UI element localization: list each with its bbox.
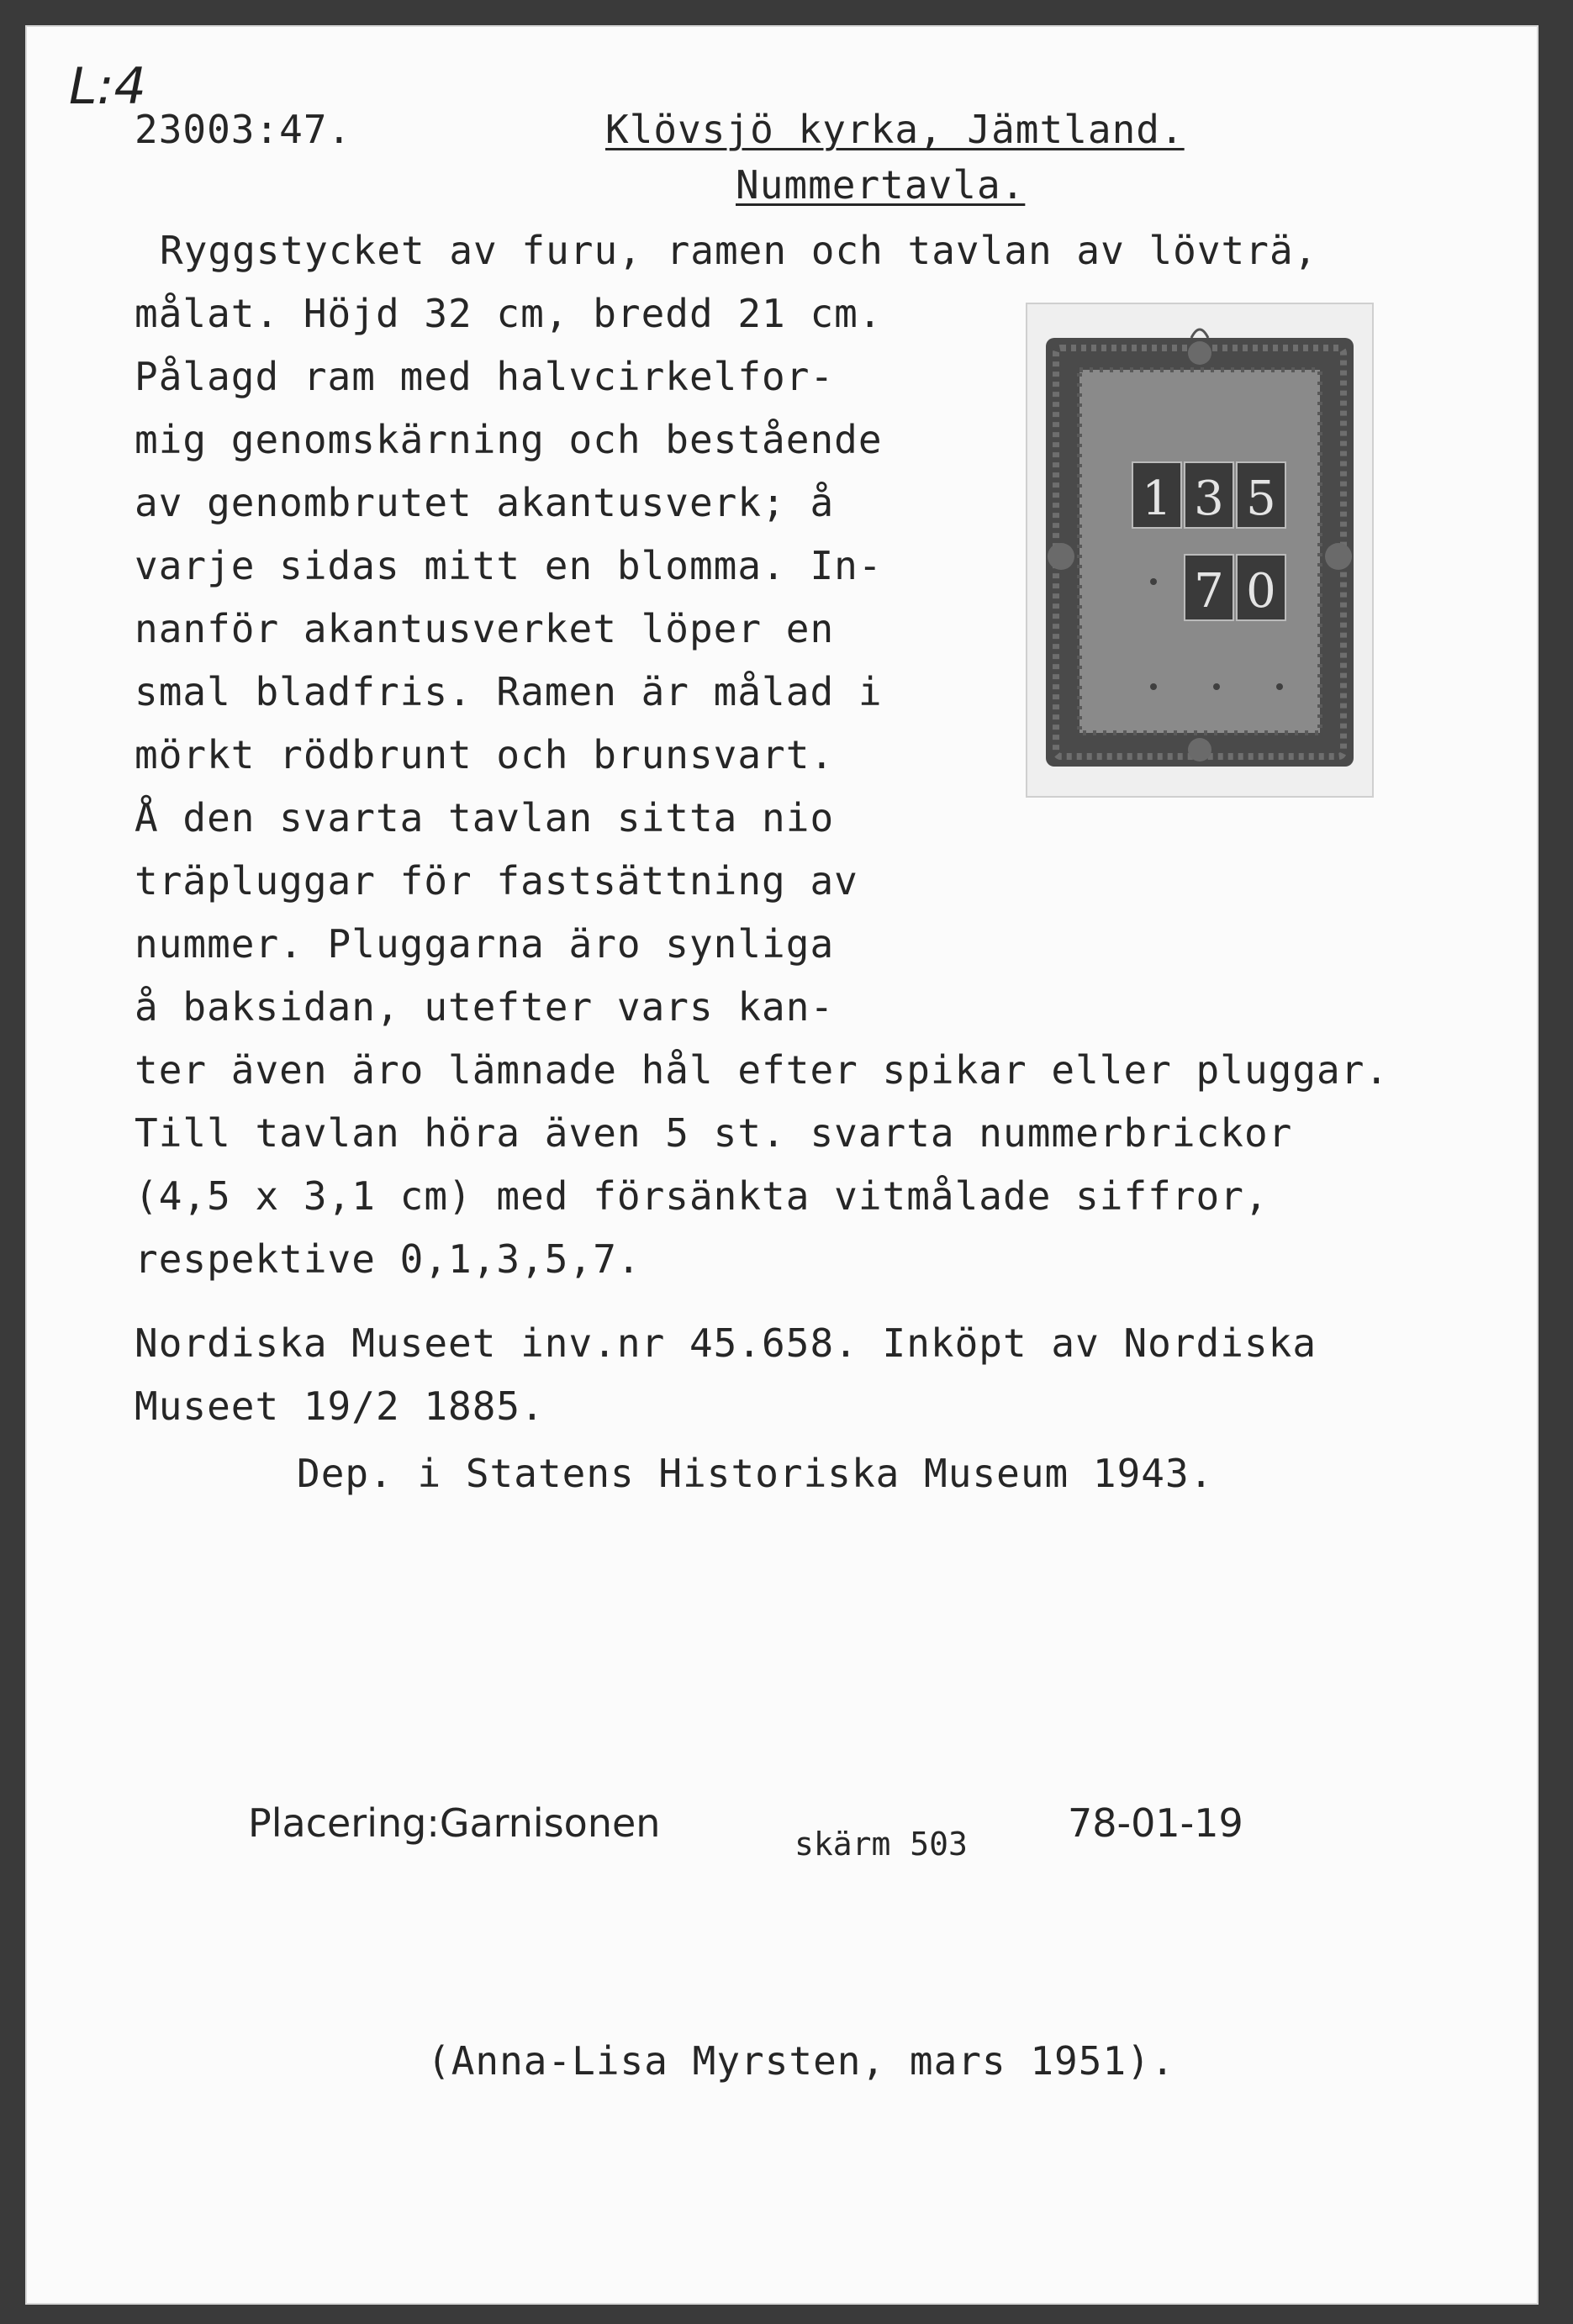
body-line: Nordiska Museet inv.nr 45.658. Inköpt av Nordiska (135, 1320, 1317, 1366)
body-line: av genombrutet akantusverk; å (135, 480, 835, 525)
board-panel (1079, 370, 1320, 733)
body-line: (4,5 x 3,1 cm) med försänkta vitmålade siffror, (135, 1173, 1269, 1219)
tile-digit: 3 (1194, 472, 1224, 526)
document-title: Klövsjö kyrka, Jämtland. (605, 107, 1185, 152)
deposit-line: Dep. i Statens Historiska Museum 1943. (297, 1451, 1214, 1496)
body-line: nanför akantusverket löper en (135, 606, 835, 651)
tile-digit: 7 (1194, 564, 1224, 619)
document-subtitle: Nummertavla. (736, 162, 1026, 208)
author-signature: (Anna-Lisa Myrsten, mars 1951). (427, 2038, 1175, 2084)
handwritten-code: L:4 (69, 57, 146, 116)
body-line: Ryggstycket av furu, ramen och tavlan av lövträ, (160, 228, 1318, 273)
screen-number: skärm 503 (794, 1826, 968, 1863)
body-line: Å den svarta tavlan sitta nio (135, 795, 835, 841)
tile-digit: 5 (1246, 472, 1276, 526)
placement-label: Placering:Garnisonen (248, 1800, 661, 1846)
catalog-number: 23003:47. (135, 107, 352, 152)
body-line: målat. Höjd 32 cm, bredd 21 cm. (135, 291, 883, 336)
body-line: träpluggar för fastsättning av (135, 858, 858, 904)
body-line: Pålagd ram med halvcirkelfor- (135, 354, 835, 399)
body-line: respektive 0,1,3,5,7. (135, 1236, 641, 1282)
body-line: mig genomskärning och bestående (135, 417, 883, 462)
body-line: mörkt rödbrunt och brunsvart. (135, 732, 835, 777)
object-photo (1026, 303, 1374, 798)
body-line: nummer. Pluggarna äro synliga (135, 921, 835, 967)
body-line: varje sidas mitt en blomma. In- (135, 543, 883, 588)
body-line: smal bladfris. Ramen är målad i (135, 669, 883, 714)
tile-digit: 0 (1246, 564, 1276, 619)
placement-date: 78-01-19 (1068, 1800, 1243, 1846)
body-line: ter även äro lämnade hål efter spikar eller pluggar. (135, 1047, 1390, 1093)
body-line: Till tavlan höra även 5 st. svarta nummerbrickor (135, 1110, 1293, 1156)
number-board-image (1027, 304, 1372, 796)
body-line: Museet 19/2 1885. (135, 1383, 545, 1429)
body-line: å baksidan, utefter vars kan- (135, 984, 835, 1030)
tile-digit: 1 (1142, 472, 1172, 526)
catalog-card (25, 25, 1539, 2305)
